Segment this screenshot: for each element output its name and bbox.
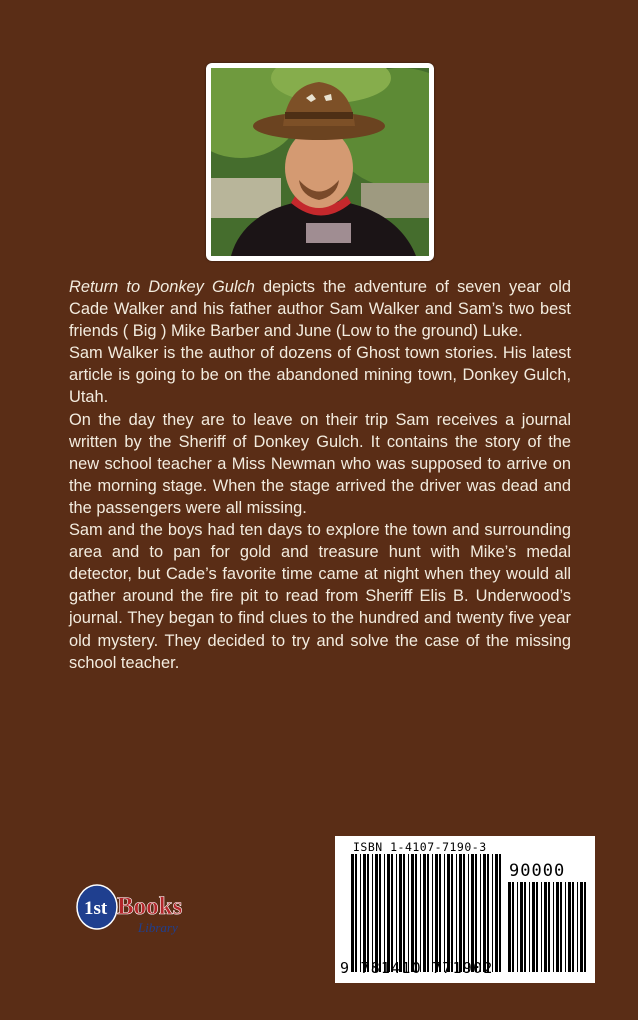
price-bar xyxy=(580,882,583,972)
barcode-bar xyxy=(384,854,385,972)
logo-books-text: Books xyxy=(117,893,183,920)
barcode-bar xyxy=(367,854,369,972)
barcode-bar xyxy=(435,854,438,972)
barcode-digits: 9 781410 771902 xyxy=(340,959,494,977)
description-paragraph-3: On the day they are to leave on their trip Sam receives a journal written by the Sheriff of Donkey Gulch. It contains the story of the new school teacher a Miss Newman who was supposed to arrive on the morning stage. When the stage arrived the driver was dead and the passengers were all missing. xyxy=(69,410,571,517)
barcode-bar xyxy=(480,854,481,972)
barcode-bar xyxy=(427,854,429,972)
price-bar xyxy=(529,882,530,972)
price-bar xyxy=(536,882,538,972)
logo-library-text: Library xyxy=(138,920,178,935)
barcode-bar xyxy=(471,854,474,972)
logo-1st-text: 1st xyxy=(84,898,108,919)
barcode-bar xyxy=(387,854,390,972)
price-bar xyxy=(560,882,562,972)
price-bar xyxy=(508,882,511,972)
barcode-bar xyxy=(468,854,469,972)
barcode-bar xyxy=(483,854,486,972)
price-bar xyxy=(565,882,566,972)
book-description xyxy=(69,276,571,674)
price-bar xyxy=(512,882,514,972)
price-bar xyxy=(577,882,578,972)
barcode-bar xyxy=(487,854,489,972)
barcode-bar xyxy=(415,854,417,972)
price-bar xyxy=(553,882,554,972)
barcode-bar xyxy=(351,854,354,972)
price-bar xyxy=(541,882,542,972)
barcode-bar xyxy=(375,854,378,972)
description-paragraph-1-text: depicts the adventure of seven year old Cade Walker and his father author Sam Walker and Sam’s two best friends ( Big ) Mike Barber and June (Low to the ground) Luke. xyxy=(69,278,571,341)
description-paragraph-1 xyxy=(69,276,571,342)
barcode-bar xyxy=(399,854,402,972)
publisher-logo xyxy=(76,883,196,943)
description-paragraph-4: Sam and the boys had ten days to explore the town and surrounding area and to pan for gold and treasure hunt with Mike’s medal detector, but Cade’s favorite time came at night when they would all gather around the fire pit to read from Sheriff Elis B. Underwood’s journal. They began to find clues to the hundred and twenty five year old mystery. They decided to try and solve the case of the missing school teacher. xyxy=(69,521,571,672)
barcode-bar xyxy=(391,854,393,972)
barcode-bar xyxy=(499,854,501,972)
barcode-bar xyxy=(379,854,381,972)
price-bar xyxy=(532,882,535,972)
book-title: Return to Donkey Gulch xyxy=(69,278,255,296)
barcode-bar xyxy=(459,854,462,972)
barcode-bar xyxy=(372,854,373,972)
price-bar xyxy=(584,882,586,972)
barcode-bar xyxy=(403,854,405,972)
barcode-bar xyxy=(444,854,445,972)
barcode-bar xyxy=(420,854,421,972)
author-photo-image xyxy=(211,68,429,256)
isbn-number: ISBN 1-4107-7190-3 xyxy=(353,840,487,854)
price-bar xyxy=(556,882,559,972)
price-bar xyxy=(544,882,547,972)
isbn-barcode xyxy=(335,836,595,983)
barcode-bar xyxy=(360,854,361,972)
barcode-bar xyxy=(451,854,453,972)
barcode-bar xyxy=(355,854,357,972)
barcode-bar xyxy=(447,854,450,972)
price-bar xyxy=(520,882,523,972)
author-photo xyxy=(211,68,429,256)
price-bar xyxy=(517,882,518,972)
barcode-bar xyxy=(411,854,414,972)
barcode-bar xyxy=(408,854,409,972)
price-bar xyxy=(524,882,526,972)
price-bar xyxy=(548,882,550,972)
publisher-logo-image xyxy=(76,883,196,943)
description-paragraph-2: Sam Walker is the author of dozens of Ghost town stories. His latest article is going to be on the abandoned mining town, Donkey Gulch, Utah. xyxy=(69,344,571,407)
barcode-bar xyxy=(396,854,397,972)
barcode-bar xyxy=(475,854,477,972)
price-bar xyxy=(568,882,571,972)
price-code: 90000 xyxy=(509,861,566,881)
barcode-bar xyxy=(456,854,457,972)
barcode-bar xyxy=(495,854,498,972)
barcode-bar xyxy=(439,854,441,972)
barcode-bar xyxy=(363,854,366,972)
barcode-bar xyxy=(423,854,426,972)
barcode-bar xyxy=(432,854,433,972)
author-photo-frame xyxy=(206,63,434,261)
barcode-bar xyxy=(492,854,493,972)
barcode-bar xyxy=(463,854,465,972)
price-bar xyxy=(572,882,574,972)
